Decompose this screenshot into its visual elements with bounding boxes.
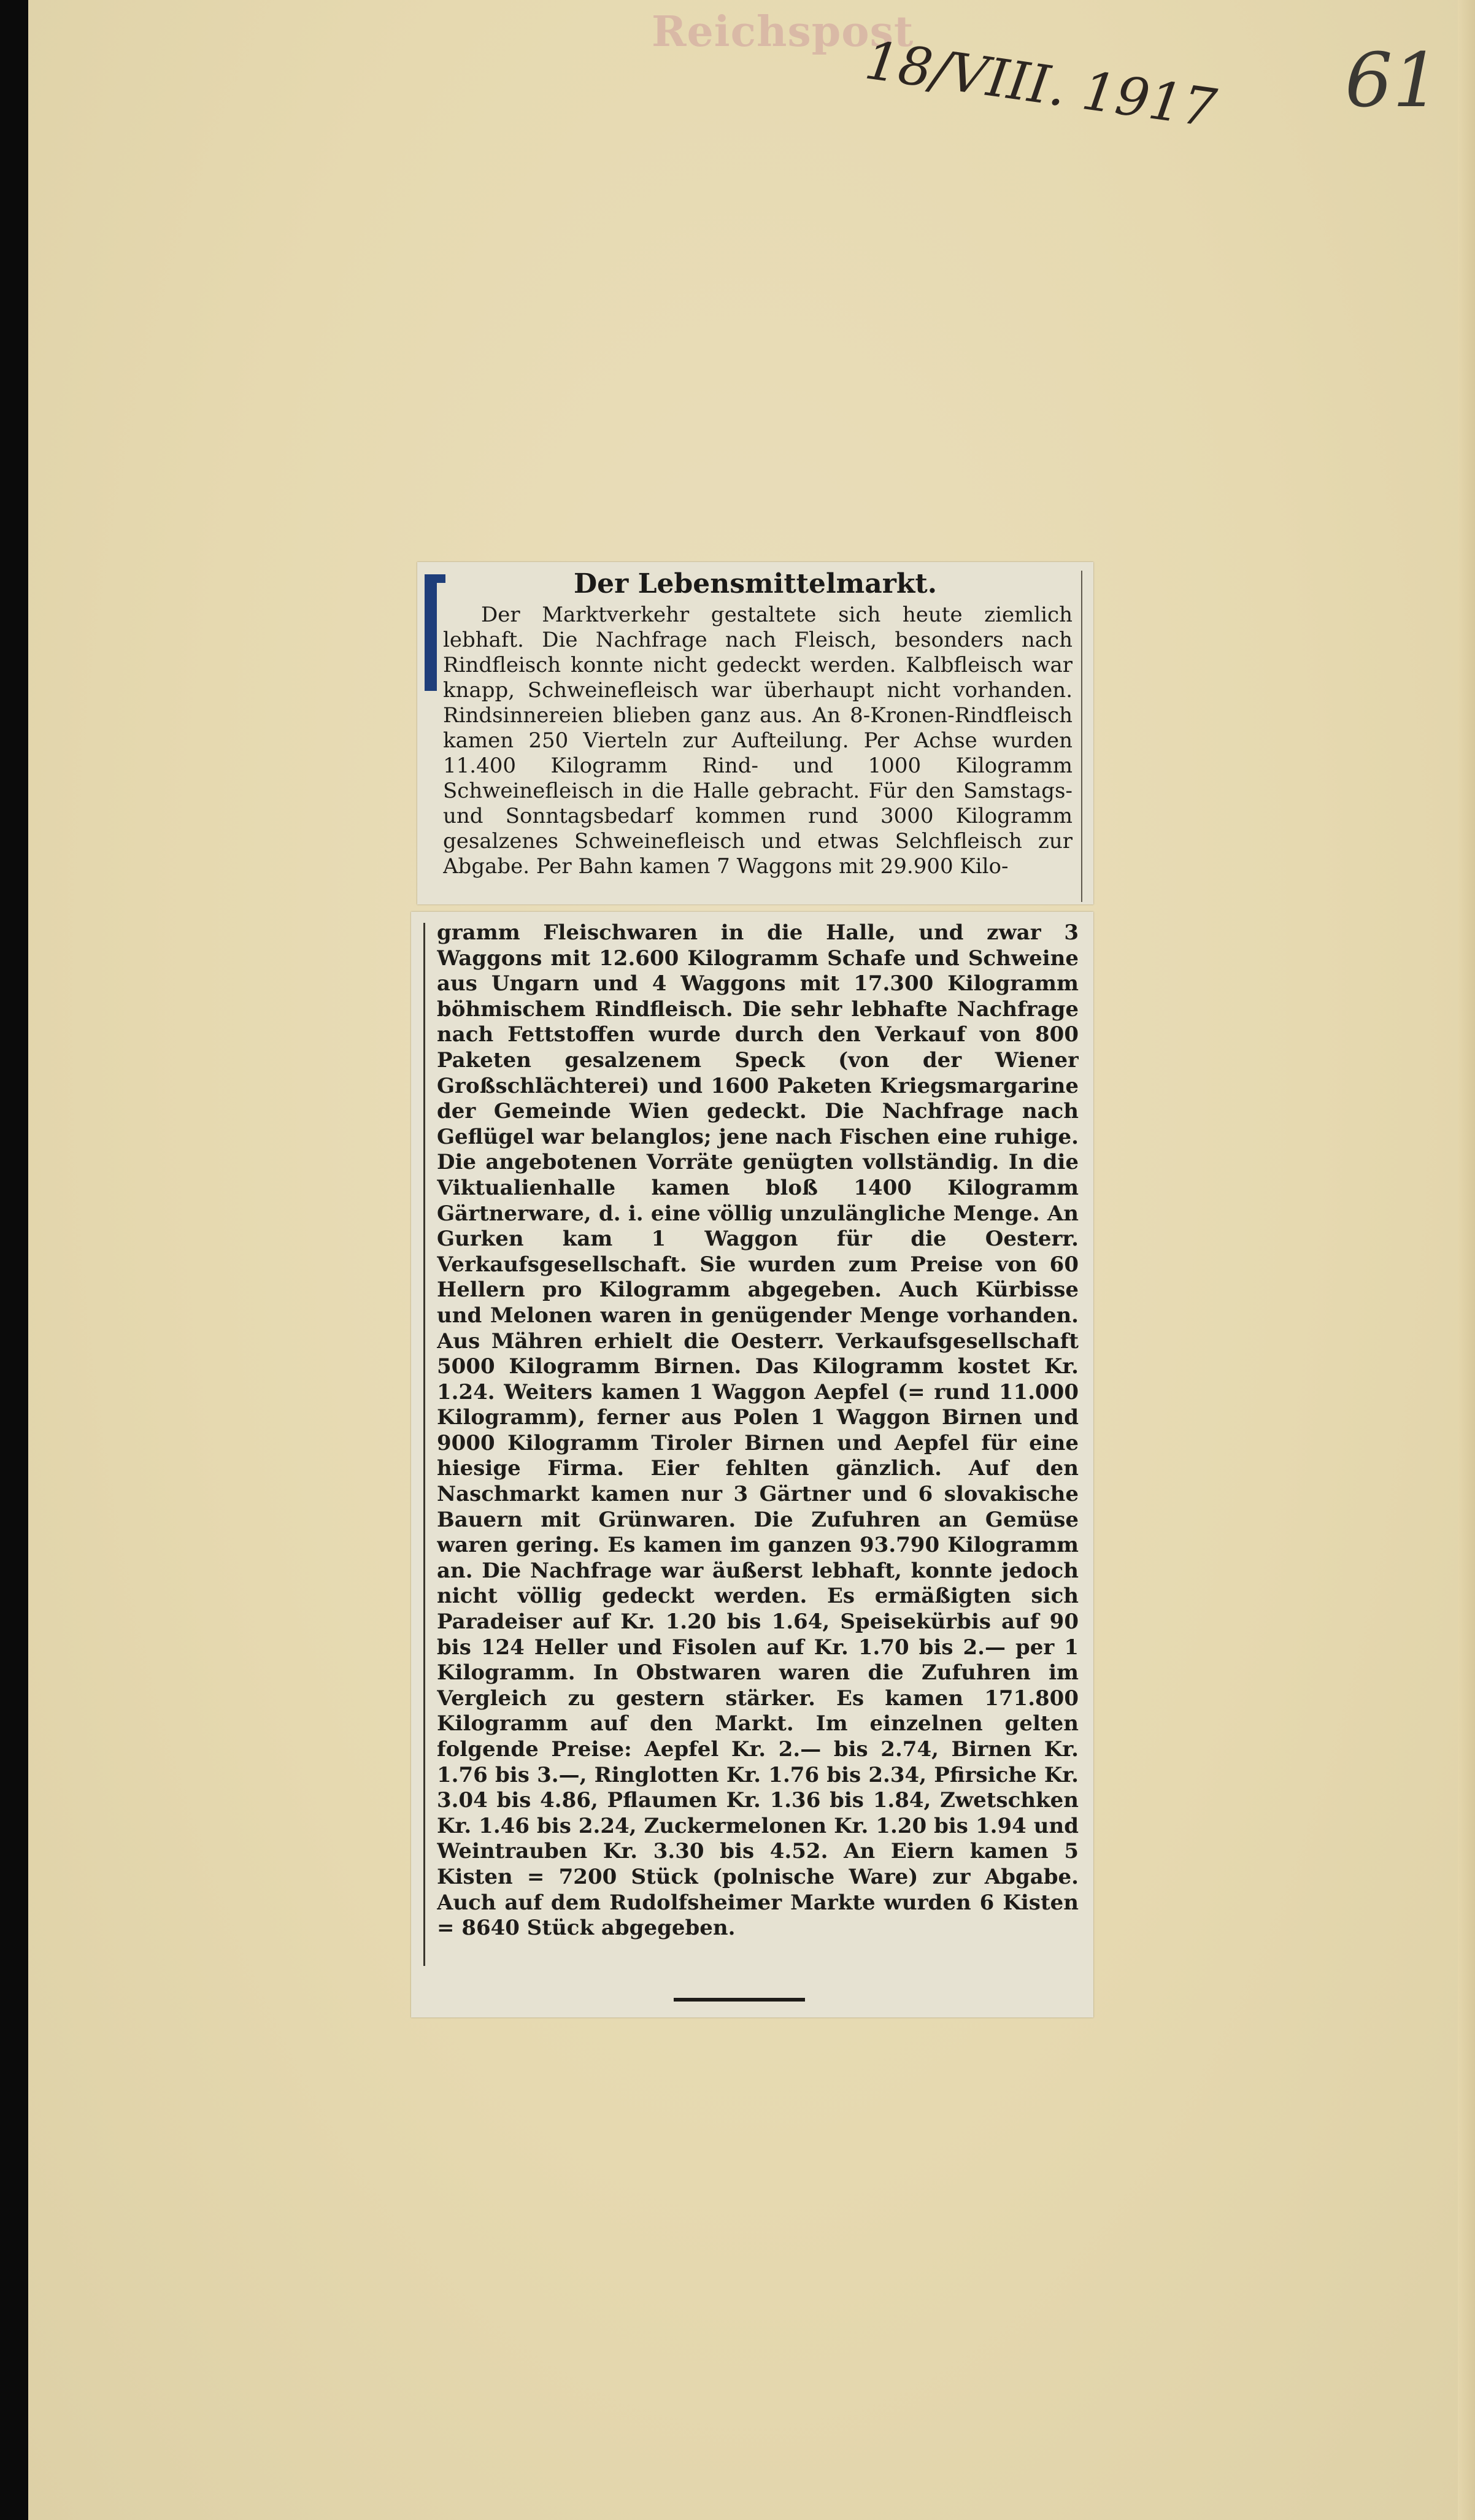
column-edge-rule [1081,571,1082,902]
clipping-top [417,562,1093,904]
handwritten-date: 18/VIII. 1917 [861,29,1220,140]
column-rule [423,923,425,1966]
article-text-part1-content: Der Marktverkehr gestaltete sich heute ziemlich lebhaft. Die Nachfrage nach Fleisch, besonders nach Rindfleisch konnte nicht gedeckt werden. Kalbfleisch war knapp, Schweinefleisch war überhaupt nicht vorhanden. Rindsinnereien blieben ganz aus. An 8-Kronen-Rindfleisch kamen 250 Vierteln zur Aufteilung. Per Achse wurden 11.400 Kilogramm Rind- und 1000 Kilogramm Schweinefleisch in die Halle gebracht. Für den Samstags- und Sonntagsbedarf kommen rund 3000 Kilogramm gesalzenes Schweinefleisch und etwas Selchfleisch zur Abgabe. Per Bahn kamen 7 Waggons mit 29.900 Kilo- [443,603,1073,879]
archive-sheet [28,0,1475,2520]
article-text-part1 [443,603,1073,897]
newspaper-stamp: Reichspost [652,7,914,56]
article-text-part2: gramm Fleischwaren in die Halle, und zwar 3 Waggons mit 12.600 Kilogramm Schafe und Schweine aus Ungarn und 4 Waggons mit 17.300 Kilogramm böhmischem Rindfleisch. Die sehr lebhafte Nachfrage nach Fettstoffen wurde durch den Verkauf von 800 Paketen gesalzenem Speck (von der Wiener Großschlächterei) und 1600 Paketen Kriegsmargarine der Gemeinde Wien gedeckt. Die Nachfrage nach Geflügel war belanglos; jene nach Fischen eine ruhige. Die angebotenen Vorräte genügten vollständig. In die Viktualienhalle kamen bloß 1400 Kilogramm Gärtnerware, d. i. eine völlig unzulängliche Menge. An Gurken kam 1 Waggon für die Oesterr. Verkaufsgesellschaft. Sie wurden zum Preise von 60 Hellern pro Kilogramm abgegeben. Auch Kürbisse und Melonen waren in genügender Menge vorhanden. Aus Mähren erhielt die Oesterr. Verkaufsgesellschaft 5000 Kilogramm Birnen. Das Kilogramm kostet Kr. 1.24. Weiters kamen 1 Waggon Aepfel (= rund 11.000 Kilogramm), ferner aus Polen 1 Waggon Birnen und 9000 Kilogramm Tiroler Birnen und Aepfel für eine hiesige Firma. Eier fehlten gänzlich. Auf den Naschmarkt kamen nur 3 Gärtner und 6 slovakische Bauern mit Grünwaren. Die Zufuhren an Gemüse waren gering. Es kamen im ganzen 93.790 Kilogramm an. Die Nachfrage war äußerst lebhaft, konnte jedoch nicht völlig gedeckt werden. Es ermäßigten sich Paradeiser auf Kr. 1.20 bis 1.64, Speisekürbis auf 90 bis 124 Heller und Fisolen auf Kr. 1.70 bis 2.— per 1 Kilogramm. In Obstwaren waren die Zufuhren im Vergleich zu gestern stärker. Es kamen 171.800 Kilogramm auf den Markt. Im einzelnen gelten folgende Preise: Aepfel Kr. 2.— bis 2.74, Birnen Kr. 1.76 bis 3.—, Ringlotten Kr. 1.76 bis 2.34, Pfirsiche Kr. 3.04 bis 4.86, Pflaumen Kr. 1.36 bis 1.84, Zwetschken Kr. 1.46 bis 2.24, Zuckermelonen Kr. 1.20 bis 1.94 und Weintrauben Kr. 3.30 bis 4.52. An Eiern kamen 5 Kisten = 7200 Stück (polnische Ware) zur Abgabe. Auch auf dem Rudolfsheimer Markte wurden 6 Kisten = 8640 Stück abgegeben. [437,920,1079,1941]
archive-number: 61 [1345,37,1441,124]
clipping-bottom [411,912,1093,2017]
end-rule [674,1998,805,2002]
article-headline: Der Lebensmittelmarkt. [573,568,938,599]
